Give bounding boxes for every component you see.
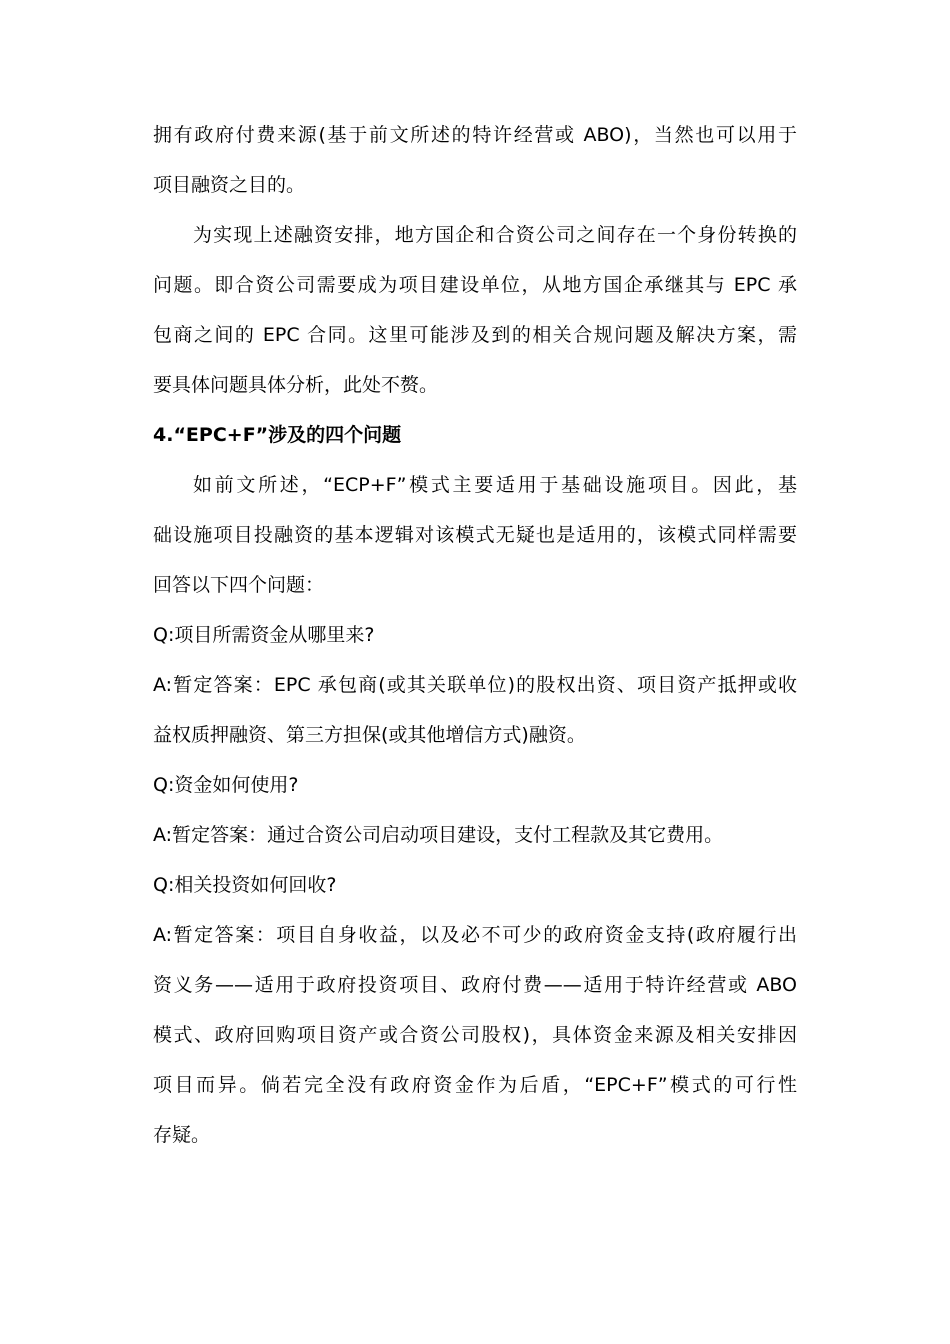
paragraph-line: 包商之间的 EPC 合同。这里可能涉及到的相关合规问题及解决方案，需	[153, 324, 797, 346]
paragraph-line: 为实现上述融资安排，地方国企和合资公司之间存在一个身份转换的	[193, 224, 797, 246]
paragraph-line: 础设施项目投融资的基本逻辑对该模式无疑也是适用的，该模式同样需要	[153, 524, 797, 546]
answer-line: A:暂定答案：通过合资公司启动项目建设，支付工程款及其它费用。	[153, 824, 724, 846]
section-heading: 4.“EPC+F”涉及的四个问题	[153, 424, 402, 446]
document-body	[153, 110, 797, 1160]
paragraph-line: 回答以下四个问题：	[153, 574, 325, 596]
paragraph-line: 拥有政府付费来源(基于前文所述的特许经营或 ABO)，当然也可以用于	[153, 124, 797, 146]
paragraph-line: 如前文所述，“ECP+F”模式主要适用于基础设施项目。因此，基	[193, 474, 797, 496]
answer-line: 项目而异。倘若完全没有政府资金作为后盾，“EPC+F”模式的可行性	[153, 1074, 797, 1096]
question-line: Q:资金如何使用?	[153, 774, 299, 796]
paragraph-line: 项目融资之目的。	[153, 174, 306, 196]
answer-line: A:暂定答案：项目自身收益，以及必不可少的政府资金支持(政府履行出	[153, 924, 797, 946]
question-line: Q:相关投资如何回收?	[153, 874, 337, 896]
paragraph-line: 问题。即合资公司需要成为项目建设单位，从地方国企承继其与 EPC 承	[153, 274, 797, 296]
paragraph-line: 要具体问题具体分析，此处不赘。	[153, 374, 439, 396]
question-line: Q:项目所需资金从哪里来?	[153, 624, 375, 646]
answer-line: 益权质押融资、第三方担保(或其他增信方式)融资。	[153, 724, 586, 746]
answer-line: 存疑。	[153, 1124, 211, 1146]
answer-line: 资义务——适用于政府投资项目、政府付费——适用于特许经营或 ABO	[153, 974, 797, 996]
answer-line: 模式、政府回购项目资产或合资公司股权)，具体资金来源及相关安排因	[153, 1024, 797, 1046]
answer-line: A:暂定答案：EPC 承包商(或其关联单位)的股权出资、项目资产抵押或收	[153, 674, 797, 696]
